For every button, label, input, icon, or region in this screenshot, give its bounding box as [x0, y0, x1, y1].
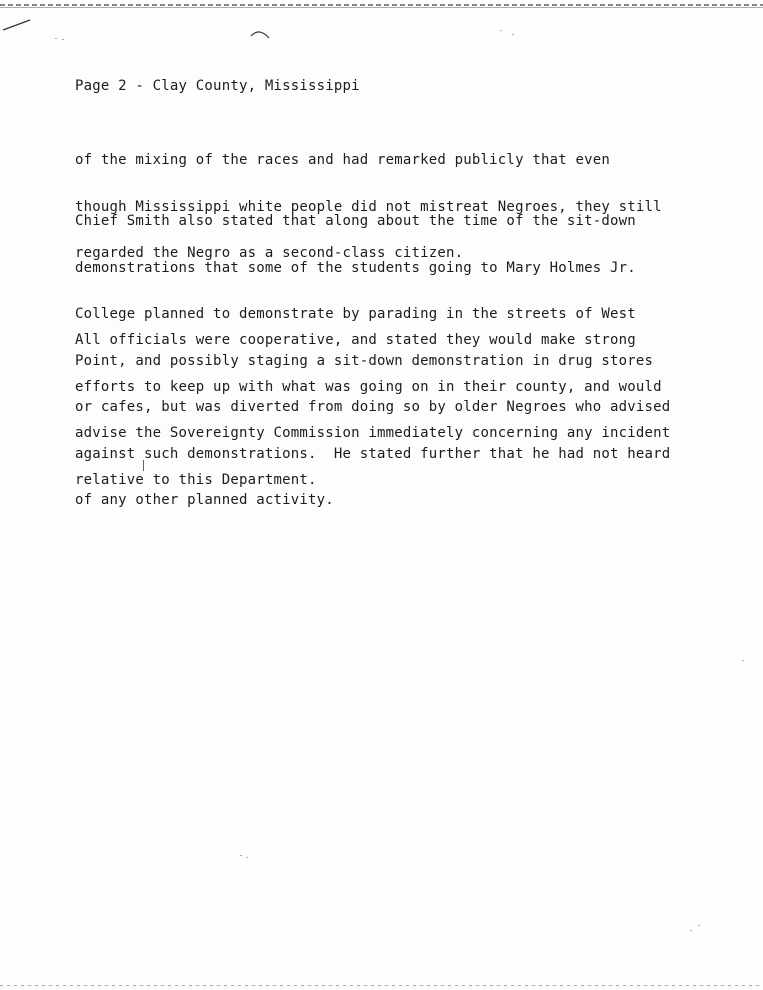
scan-bottom-edge: [0, 985, 763, 986]
scan-speck: [246, 857, 248, 858]
text-line: All officials were cooperative, and stated they would make strong: [75, 332, 636, 348]
pen-stroke-mark: [2, 18, 32, 32]
scan-speck: [500, 30, 502, 31]
scan-speck: [240, 855, 242, 856]
text-line: of any other planned activity.: [75, 492, 334, 508]
scan-speck: [512, 34, 514, 35]
text-line: relative to this Department.: [75, 471, 317, 488]
scan-top-rule: [0, 7, 763, 8]
text-line: Chief Smith also stated that along about the time of the sit-down: [75, 213, 636, 229]
text-line: Point, and possibly staging a sit-down demonstration in drug stores: [75, 352, 654, 369]
text-line: regarded the Negro as a second-class citizen.: [75, 245, 464, 261]
text-line: though Mississippi white people did not mistreat Negroes, they still: [75, 198, 662, 215]
text-line: or cafes, but was diverted from doing so by older Negroes who advised: [75, 399, 671, 415]
text-line: College planned to demonstrate by parading in the streets of West: [75, 306, 636, 322]
scan-speck: [55, 38, 57, 39]
scan-speck: [690, 930, 692, 931]
paragraph-3: [75, 302, 670, 519]
text-line: efforts to keep up with what was going on in their county, and would: [75, 378, 662, 395]
page-header: Page 2 - Clay County, Mississippi: [75, 78, 360, 94]
smudge-arc-mark: [245, 26, 275, 44]
text-line: against such demonstrations. He stated further that he had not heard: [75, 445, 671, 462]
scan-top-edge: [0, 4, 763, 6]
text-line: advise the Sovereignty Commission immediately concerning any incident: [75, 425, 671, 441]
text-line: demonstrations that some of the students going to Mary Holmes Jr.: [75, 259, 636, 276]
scan-speck: [698, 925, 700, 926]
scan-speck: [62, 39, 64, 40]
scan-speck: [742, 660, 744, 661]
text-line: of the mixing of the races and had remarked publicly that even: [75, 152, 610, 168]
